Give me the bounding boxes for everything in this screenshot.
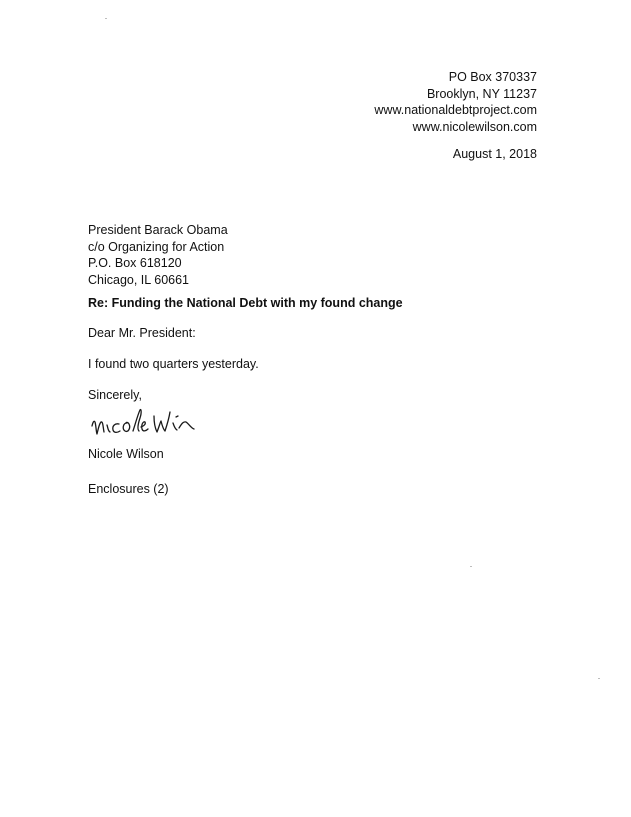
letter-date: August 1, 2018 <box>452 147 537 161</box>
sender-website-2: www.nicolewilson.com <box>412 119 537 134</box>
enclosures-note: Enclosures (2) <box>88 482 169 496</box>
sender-address-block <box>374 69 537 135</box>
recipient-address-block <box>88 222 228 288</box>
recipient-city-state-zip: Chicago, IL 60661 <box>88 272 190 287</box>
recipient-name: President Barack Obama <box>88 223 228 237</box>
sender-address-line1: PO Box 370337 <box>448 70 537 84</box>
closing: Sincerely, <box>88 388 142 402</box>
scan-speck <box>598 678 600 679</box>
letter-body: I found two quarters yesterday. <box>88 357 259 371</box>
sender-website-1: www.nationaldebtproject.com <box>374 103 537 117</box>
salutation: Dear Mr. President: <box>88 326 196 340</box>
handwritten-signature <box>88 398 228 440</box>
scan-speck <box>105 18 107 19</box>
recipient-care-of: c/o Organizing for Action <box>88 239 225 254</box>
scan-speck <box>470 566 472 567</box>
sender-address-line2: Brooklyn, NY 11237 <box>426 86 537 101</box>
recipient-po-box: P.O. Box 618120 <box>88 256 182 270</box>
subject-line: Re: Funding the National Debt with my found change <box>88 296 403 310</box>
signer-name: Nicole Wilson <box>88 447 164 461</box>
